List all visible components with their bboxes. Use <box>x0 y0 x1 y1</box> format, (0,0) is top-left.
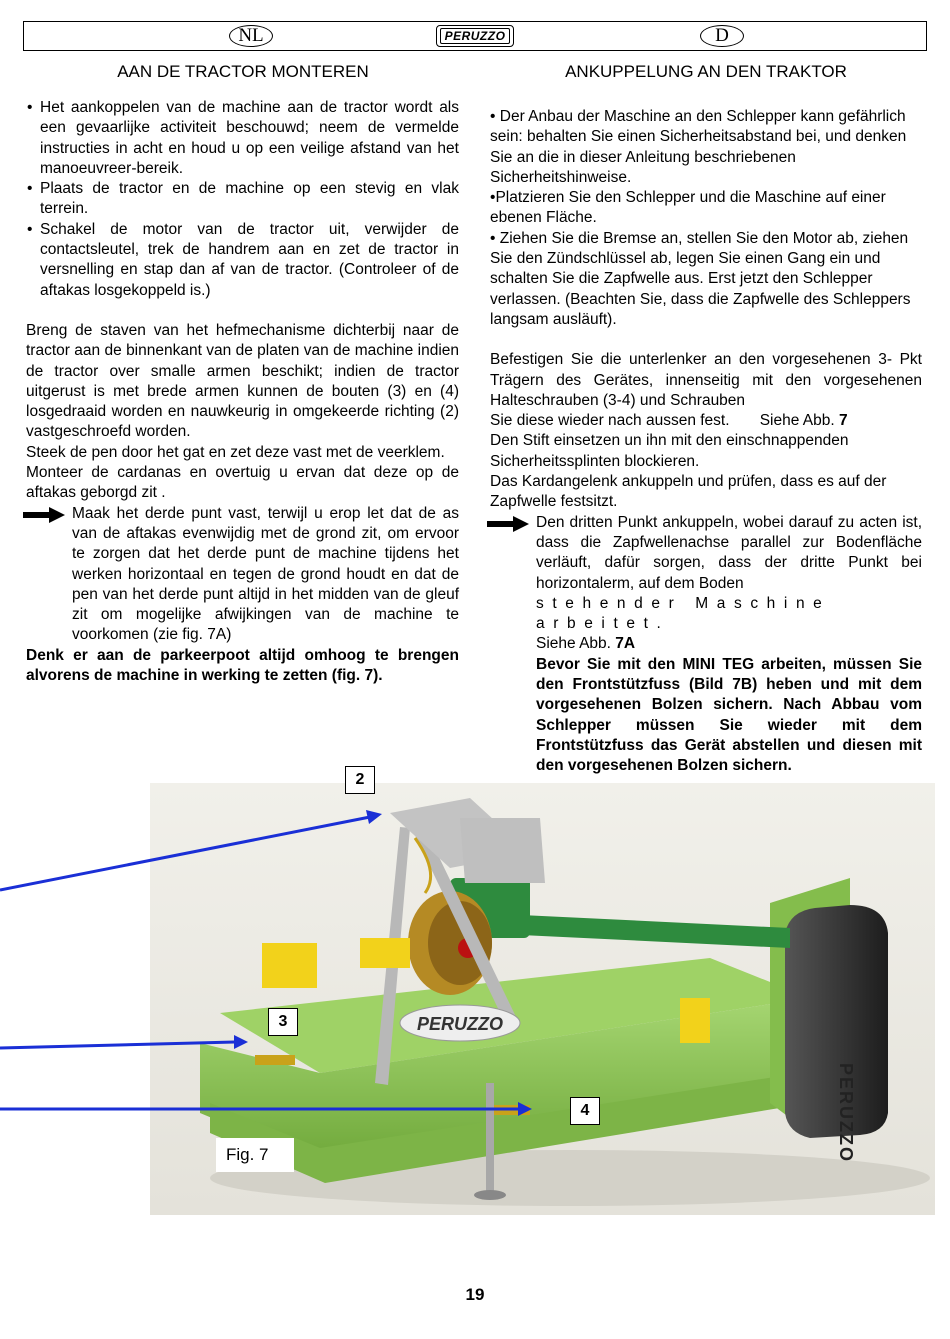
nl-bullet-3: • Schakel de motor van de tractor uit, verwijder de contactsleutel, trek de handrem aan en zet de tractor in versnelling en stap dan af van de tractor. (Controleer of de aftakas losgekoppeld is.) <box>27 220 459 299</box>
column-de <box>490 107 922 777</box>
de-paragraph-1: Befestigen Sie die unterlenker an den vorgesehenen 3- Pkt Trägern des Gerätes, innenseitig mit den vorgesehenen Halteschrauben (3-4) und Schrauben Sie diese wieder nach aussen fest. Siehe Abb. 7 <box>490 351 922 430</box>
nl-bold-warning: Denk er aan de parkeerpoot altijd omhoog te brengen alvorens de machine in werking te zetten (fig. 7). <box>26 646 459 685</box>
de-arrow-paragraph: Den dritten Punkt ankuppeln, wobei darauf zu acten ist, dass die Zapfwellenachse parallel zur Bodenfläche verläuft, dafür sorgen, dass der dritte Punkt bei horizontalerm, auf dem Boden stehender Maschine arbeitet. Siehe Abb. 7A Bevor Sie mit den MINI TEG arbeiten, müssen Sie den Frontstützfuss (Bild 7B) heben und mit dem vorgesehenen Bolzen sichern. Nach Abbau vom Schlepper müssen Sie wieder mit dem Frontstützfuss das Gerät abstellen und diesen mit den vorgesehenen Bolzen sichern. <box>490 513 922 777</box>
brand-logo-text: PERUZZO <box>440 28 511 44</box>
nl-paragraph-2: Steek de pen door het gat en zet deze vast met de veerklem. <box>26 443 445 461</box>
callout-2: 2 <box>345 766 375 794</box>
de-paragraph-3: Das Kardangelenk ankuppeln und prüfen, dass es auf der Zapfwelle festsitzt. <box>490 473 887 511</box>
nl-bullet-1: • Het aankoppelen van de machine aan de tractor wordt als een gevaarlijke activiteit beschouwd; neem de vermelde instructies in acht en houd u op een veilige afstand van het manoeuvreer-bereik. <box>27 99 460 177</box>
de-bullet-1: • Der Anbau der Maschine an den Schlepper kann gefährlich sein: behalten Sie einen Sicherheitsabstand bei, und denken Sie an die in dieser Anleitung beschriebenen Sicherheitshinweise. <box>490 108 907 186</box>
nl-bullet-2: • Plaats de tractor en de machine op een stevig en vlak terrein. <box>27 180 459 218</box>
page-number: 19 <box>465 1285 485 1304</box>
plate-brand-text: PERUZZO <box>416 1014 504 1034</box>
nl-paragraph-1: Breng de staven van het hefmechanisme dichterbij naar de tractor aan de binnenkant van de platen van de machine indien de tractor over smalle armen beschikt; indien de tractor uitgerust is met brede armen kunnen de bouten (3) en (4) losgedraaid worden en nauwkeurig in omgekeerde richting (2) vastgeschroefd worden. <box>26 321 460 441</box>
pointer-arrow-4 <box>292 1101 592 1117</box>
de-bullet-3: • Ziehen Sie die Bremse an, stellen Sie den Motor ab, ziehen Sie den Zündschlüssel ab, legen Sie einen Gang ein und schalten Sie die Zapfwelle aus. Erst jetzt den Schlepper verlassen. (Beachten Sie, dass die Zapfwelle des Schleppers langsam ausläuft). <box>490 229 911 328</box>
column-nl <box>26 98 459 686</box>
title-nl: AAN DE TRACTOR MONTEREN <box>117 62 369 81</box>
brand-logo <box>436 25 514 47</box>
figure-caption: Fig. 7 <box>216 1138 294 1172</box>
de-bold-warning: Bevor Sie mit den MINI TEG arbeiten, müssen Sie den Frontstützfuss (Bild 7B) heben und mit dem vorgesehenen Bolzen sichern. Nach Abbau vom Schlepper müssen Sie wieder mit dem Frontstützfuss das Gerät abstellen und diesen mit den vorgesehenen Bolzen sichern. <box>536 655 922 775</box>
de-bullet-2: •Platzieren Sie den Schlepper und die Maschine auf einer ebenen Fläche. <box>490 189 886 227</box>
callout-3: 3 <box>268 1008 298 1036</box>
nl-paragraph-3: Monteer de cardanas en overtuig u ervan dat deze op de aftakas geborgd zit . <box>26 464 459 502</box>
pointer-arrows <box>0 780 400 1130</box>
de-paragraph-2: Den Stift einsetzen un ihn mit den einschnappenden Sicherheitssplinten blockieren. <box>490 432 849 470</box>
language-badge-de: D <box>700 25 744 47</box>
nl-arrow-paragraph: Maak het derde punt vast, terwijl u erop let dat de as van de aftakas evenwijdig met de grond zit, om ervoor te zorgen dat het derde punt de machine tijdens het werken horizontaal en tegen de grond houdt en dat de pen van het derde punt altijd in het midden van de gleuf zit om mogelijke afwijkingen van de machine te voorkomen (zie fig. 7A) <box>26 504 459 646</box>
page-header <box>23 21 927 51</box>
pointing-arrow-icon <box>23 507 65 523</box>
callout-4: 4 <box>570 1097 600 1125</box>
title-de: ANKUPPELUNG AN DEN TRAKTOR <box>565 62 847 81</box>
pointing-arrow-icon <box>487 516 529 532</box>
language-badge-nl: NL <box>229 25 273 47</box>
hood-brand-text: PERUZZO <box>836 1063 856 1164</box>
